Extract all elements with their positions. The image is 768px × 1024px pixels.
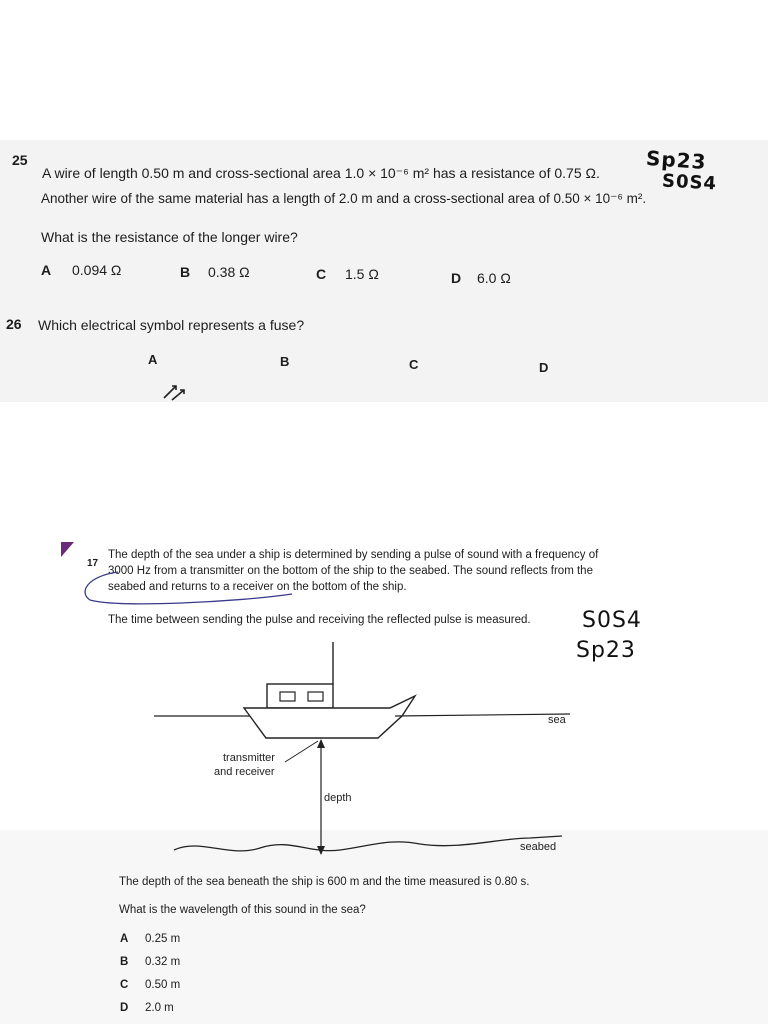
q17-line2: 3000 Hz from a transmitter on the bottom of the ship to the seabed. The sound reflects from the — [108, 565, 593, 577]
q26-text: Which electrical symbol represents a fuse? — [38, 317, 305, 333]
marker-triangle-icon — [61, 542, 75, 558]
q17-option-b-text: 0.32 m — [145, 956, 181, 968]
q26-option-d: D — [539, 360, 549, 375]
q17-option-a-letter: A — [120, 933, 129, 945]
q17-option-c-text: 0.50 m — [145, 979, 181, 991]
q25-option-c-text: 1.5 Ω — [345, 266, 379, 282]
transmitter-label-1: transmitter — [223, 752, 275, 764]
cabin-window-left — [280, 692, 295, 701]
q25-option-b-letter: B — [180, 264, 191, 280]
handwriting-sp23-top: Sp23 — [645, 145, 708, 175]
q17-option-a-text: 0.25 m — [145, 933, 181, 945]
pen-circle-annotation — [78, 566, 298, 608]
q17-option-b-letter: B — [120, 956, 129, 968]
q26-option-c: C — [409, 357, 419, 372]
q25-option-b-text: 0.38 Ω — [208, 264, 250, 280]
seabed-label: seabed — [520, 841, 557, 853]
q26-number: 26 — [6, 316, 22, 332]
q17-option-c-letter: C — [120, 979, 129, 991]
q25-line2: Another wire of the same material has a length of 2.0 m and a cross-sectional area of 0.50 × 10⁻⁶ m². — [41, 191, 647, 206]
handwriting-sp23-middle: Sp23 — [576, 638, 636, 663]
q17-line5: The depth of the sea beneath the ship is 600 m and the time measured is 0.80 s. — [119, 876, 530, 888]
q25-line3: What is the resistance of the longer wire? — [41, 229, 298, 245]
q26-option-b: B — [280, 354, 290, 369]
q17-number: 17 — [87, 558, 99, 569]
q25-option-d-text: 6.0 Ω — [477, 270, 511, 286]
q25-number: 25 — [12, 152, 28, 168]
q17-option-d-letter: D — [120, 1002, 129, 1014]
q17-line3: seabed and returns to a receiver on the bottom of the ship. — [108, 581, 407, 593]
q17-option-d-text: 2.0 m — [145, 1002, 174, 1014]
q25-option-c-letter: C — [316, 266, 327, 282]
handwriting-s0s4-middle: S0S4 — [582, 608, 642, 633]
q17-line1: The depth of the sea under a ship is determined by sending a pulse of sound with a frequency of — [108, 549, 599, 561]
seabed-line — [174, 836, 562, 851]
symbol-arrow-icon — [160, 380, 190, 402]
q25-option-a-letter: A — [41, 262, 52, 278]
sea-label: sea — [548, 714, 566, 726]
cabin-window-right — [308, 692, 323, 701]
q26-option-a: A — [148, 352, 158, 367]
q17-line6: What is the wavelength of this sound in the sea? — [119, 904, 366, 916]
q25-option-d-letter: D — [451, 270, 462, 286]
ship-diagram — [140, 638, 580, 868]
arrowhead-up — [317, 739, 325, 748]
q25-option-a-text: 0.094 Ω — [72, 262, 122, 278]
handwriting-s0s4-top: S0S4 — [661, 170, 718, 195]
sea-surface-right — [395, 714, 570, 716]
transmitter-label-2: and receiver — [214, 766, 275, 778]
q17-line4: The time between sending the pulse and receiving the reflected pulse is measured. — [108, 614, 531, 626]
q25-line1: A wire of length 0.50 m and cross-sectional area 1.0 × 10⁻⁶ m² has a resistance of 0.75 Ω. — [42, 165, 600, 181]
depth-label: depth — [324, 792, 352, 804]
transmitter-leader — [285, 741, 318, 762]
